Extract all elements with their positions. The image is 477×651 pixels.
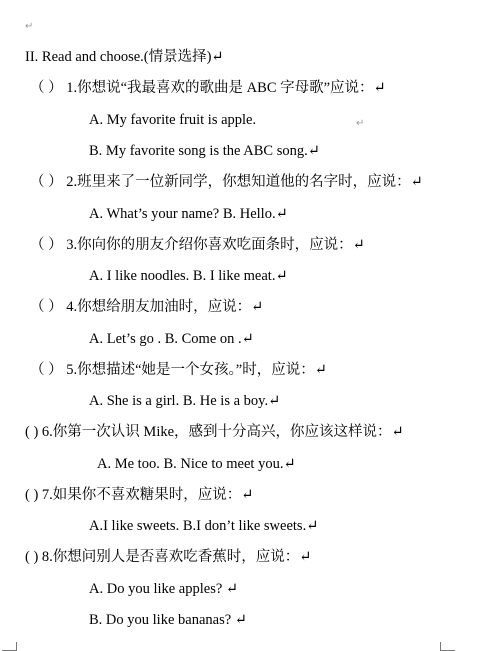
question-text: 4.你想给朋友加油时，应说：↵ [66, 299, 264, 315]
question-4-options: A. Let’s go . B. Come on .↵ [89, 331, 254, 347]
question-5 [30, 361, 327, 379]
question-text: 1.你想说“我最喜欢的歌曲是 ABC 字母歌”应说：↵ [66, 80, 386, 96]
question-text: 6.你第一次认识 Mike，感到十分高兴，你应该这样说：↵ [41, 424, 404, 440]
question-text: 2.班里来了一位新同学，你想知道他的名字时，应说：↵ [66, 174, 423, 190]
question-8 [25, 548, 311, 566]
answer-blank: （ ） [30, 237, 63, 253]
answer-blank: （ ） [30, 299, 63, 315]
answer-blank: ( ) [25, 424, 39, 440]
question-2 [30, 173, 423, 191]
answer-blank: ( ) [25, 487, 39, 503]
answer-blank: ( ) [25, 549, 39, 565]
question-text: 7.如果你不喜欢糖果时，应说：↵ [41, 487, 254, 503]
question-text: 3.你向你的朋友介绍你喜欢吃面条时，应说：↵ [66, 237, 365, 253]
question-text: 8.你想问别人是否喜欢吃香蕉时，应说：↵ [41, 549, 312, 565]
question-5-options: A. She is a girl. B. He is a boy.↵ [89, 393, 281, 409]
question-7-options: A.I like sweets. B.I don’t like sweets.↵ [89, 518, 319, 534]
question-7 [25, 486, 253, 504]
answer-blank: （ ） [30, 174, 63, 190]
question-1 [30, 79, 386, 97]
answer-blank: （ ） [30, 80, 63, 96]
question-3-options: A. I like noodles. B. I like meat.↵ [89, 268, 288, 284]
question-4 [30, 298, 263, 316]
question-6-options: A. Me too. B. Nice to meet you.↵ [97, 456, 296, 472]
question-2-options: A. What’s your name? B. Hello.↵ [89, 206, 288, 222]
section-title: II. Read and choose.(情景选择)↵ [25, 49, 224, 65]
question-1-option-a: A. My favorite fruit is apple. [89, 112, 257, 128]
question-text: 5.你想描述“她是一个女孩。”时，应说：↵ [66, 362, 327, 378]
question-8-option-b: B. Do you like bananas? ↵ [89, 612, 247, 628]
paragraph-mark: ↵ [25, 21, 34, 32]
question-1-option-b: B. My favorite song is the ABC song.↵ [89, 143, 320, 159]
paragraph-mark: ↵ [356, 118, 365, 129]
question-6 [25, 423, 404, 441]
question-8-option-a: A. Do you like apples? ↵ [89, 581, 239, 597]
answer-blank: （ ） [30, 362, 63, 378]
question-3 [30, 236, 365, 254]
